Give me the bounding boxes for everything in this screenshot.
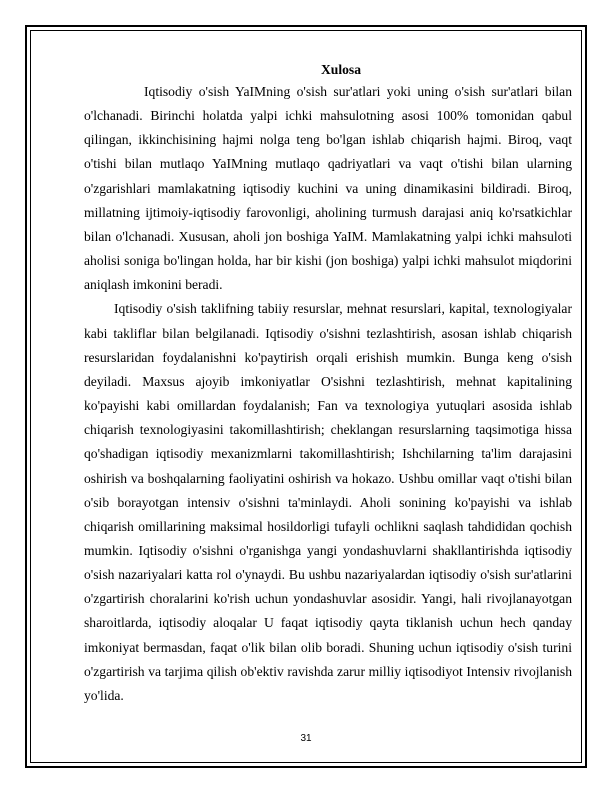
document-title: Xulosa [320, 62, 362, 77]
paragraph-1: Iqtisodiy o'sish YaIMning o'sish sur'atlari yoki uning o'sish sur'atlari bilan o'lchanadi. Birinchi holatda yalpi ichki mahsulotning asosi 100% tomonidan qabul qilingan, ikkinchisining hajmi nolga teng bo'lgan ishlab chiqarish hajmi. Biroq, vaqt o'tishi bilan mutlaqo YaIMning mutlaqo qadriyatlari va vaqt o'tishi bilan ularning o'zgarishlari mamlakatning iqtisodiy kuchini va uning dinamikasini bildiradi. Biroq, millatning ijtimoiy-iqtisodiy farovonligi, aholining turmush darajasi aniq ko'rsatkichlar bilan o'lchanadi. Xususan, aholi jon boshiga YaIM. Mamlakatning yalpi ichki mahsuloti aholisi soniga bo'lingan holda, har bir kishi (jon boshiga) yalpi ichki mahsulot miqdorini aniqlash imkonini beradi. [84, 84, 572, 293]
document-body [84, 60, 572, 708]
paragraph-2: Iqtisodiy o'sish taklifning tabiiy resurslar, mehnat resurslari, kapital, texnologiyalar kabi takliflar bilan belgilanadi. Iqtisodiy o'sishni tezlashtirish, asosan ishlab chiqarish resurslaridan foydalanishni ko'paytirish orqali erishish mumkin. Bunga keng o'sish deyiladi. Maxsus ajoyib imkoniyatlar O'sishni tezlashtirish, mehnat kapitalining ko'payishi kabi omillardan foydalanish; Fan va texnologiya yutuqlari asosida ishlab chiqarish texnologiyasini takomillashtirish; cheklangan resurslarning taqsimotiga hissa qo'shadigan iqtisodiy mexanizmlarni takomillashtirish; Ishchilarning ta'lim darajasini oshirish va boshqalarning faoliyatini oshirish va hokazo. Ushbu omillar vaqt o'tishi bilan o'sib borayotgan intensiv o'sishni ta'minlaydi. Aholi sonining ko'payishi va ishlab chiqarish omillarining maksimal hosildorligi tufayli ochlikni saqlash tahdididan qochish mumkin. Iqtisodiy o'sishni o'rganishga yangi yondashuvlarni shakllantirishda iqtisodiy o'sish nazariyalari katta rol o'ynaydi. Bu ushbu nazariyalardan iqtisodiy o'sish sur'atlarini o'zgartirish choralarini ko'rish uchun yondashuvlar asosidir. Yangi, hali rivojlanayotgan sharoitlarda, iqtisodiy aloqalar U faqat iqtisodiy qayta tiklanish uchun hech qanday imkoniyat bermasdan, faqat o'lik bilan olib boradi. Shuning uchun iqtisodiy o'sish turini o'zgartirish va tarjima qilish ob'ektiv ravishda zarur milliy iqtisodiyot Intensiv rivojlanish yo'lida. [84, 301, 572, 703]
page-number: 31 [300, 733, 312, 744]
